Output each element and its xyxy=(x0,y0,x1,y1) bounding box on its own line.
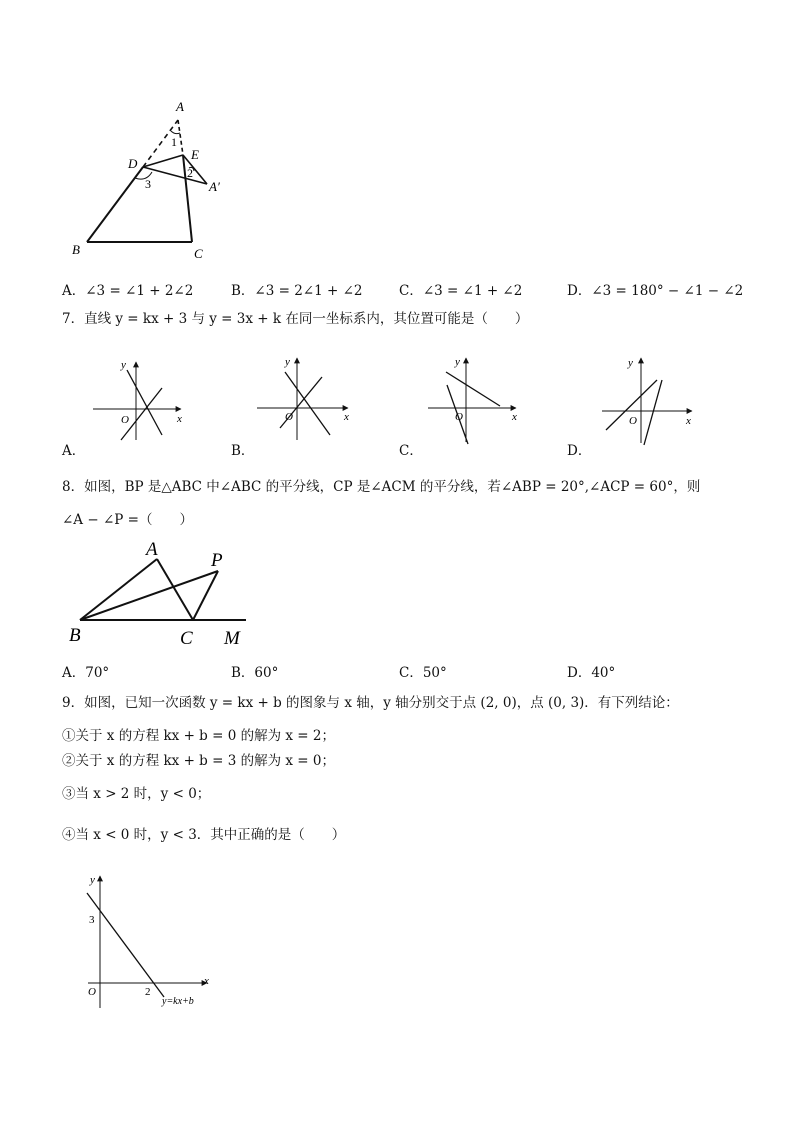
segment-AC xyxy=(157,559,193,620)
label-A-prime: A′ xyxy=(209,179,220,194)
svg-text:y: y xyxy=(285,356,290,368)
svg-text:O: O xyxy=(629,415,637,427)
label-1: 1 xyxy=(171,135,177,149)
angle-arc-1 xyxy=(171,131,180,134)
dashed-AE xyxy=(178,120,183,155)
q6-option-c[interactable]: C．∠3 = ∠1 + ∠2 xyxy=(399,283,523,299)
q8-label-M: M xyxy=(224,628,240,649)
segment-BA xyxy=(80,559,157,620)
q9-conclusion-4: ④当 x < 0 时，y < 3．其中正确的是（ ） xyxy=(62,827,346,843)
svg-text:y: y xyxy=(121,359,126,371)
svg-text:2: 2 xyxy=(145,986,151,998)
q8-stem-line1: 8．如图，BP 是△ABC 中∠ABC 的平分线，CP 是∠ACM 的平分线，若∠ABP = 20°,∠ACP = 60°，则 xyxy=(62,479,701,495)
svg-text:y: y xyxy=(455,356,460,368)
q8-label-B: B xyxy=(69,625,81,646)
q7-graphs xyxy=(0,350,794,470)
q9-function-line xyxy=(87,893,164,997)
svg-text:y=kx+b: y=kx+b xyxy=(162,996,194,1007)
q8-label-C: C xyxy=(180,628,193,649)
q8-label-A: A xyxy=(146,539,158,560)
q8-option-c[interactable]: C．50° xyxy=(399,665,447,681)
q8-figure xyxy=(0,535,794,655)
q8-label-P: P xyxy=(211,550,223,571)
q7-graph-b xyxy=(257,356,349,440)
label-C: C xyxy=(194,246,203,261)
label-A: A xyxy=(176,99,184,114)
q9-stem: 9．如图，已知一次函数 y = kx + b 的图象与 x 轴，y 轴分别交于点 (2, 0)，点 (0, 3)．有下列结论： xyxy=(62,695,679,711)
q6-option-a[interactable]: A．∠3 = ∠1 + 2∠2 xyxy=(62,283,194,299)
svg-text:y: y xyxy=(90,874,95,886)
label-2: 2 xyxy=(187,166,193,180)
q6-figure xyxy=(0,0,794,280)
q6-option-b[interactable]: B．∠3 = 2∠1 + ∠2 xyxy=(231,283,363,299)
svg-text:x: x xyxy=(344,411,349,423)
q9-conclusion-1: ①关于 x 的方程 kx + b = 0 的解为 x = 2； xyxy=(62,728,335,744)
segment-BD xyxy=(87,167,143,242)
q6-option-d[interactable]: D．∠3 = 180° − ∠1 − ∠2 xyxy=(567,283,744,299)
svg-text:x: x xyxy=(204,975,209,987)
segment-DA-prime xyxy=(143,167,207,184)
svg-text:x: x xyxy=(512,411,517,423)
svg-text:3: 3 xyxy=(89,914,95,926)
svg-text:O: O xyxy=(285,411,293,423)
q7-option-a[interactable]: A． xyxy=(62,443,86,459)
q9-conclusion-3: ③当 x > 2 时，y < 0； xyxy=(62,786,211,802)
svg-text:O: O xyxy=(88,986,96,998)
label-D: D xyxy=(128,156,138,171)
svg-text:x: x xyxy=(177,413,182,425)
q8-stem-line2: ∠A − ∠P =（ ） xyxy=(62,512,193,528)
q7-stem: 7．直线 y = kx + 3 与 y = 3x + k 在同一坐标系内，其位置可能是（ ） xyxy=(62,311,529,327)
q9-conclusion-2: ②关于 x 的方程 kx + b = 3 的解为 x = 0； xyxy=(62,753,335,769)
q7-option-b[interactable]: B． xyxy=(231,443,255,459)
svg-text:x: x xyxy=(686,415,691,427)
segment-DE xyxy=(143,155,183,167)
q8-option-b[interactable]: B．60° xyxy=(231,665,279,681)
q7-option-d[interactable]: D． xyxy=(567,443,592,459)
svg-text:y: y xyxy=(628,357,633,369)
label-B: B xyxy=(72,242,80,257)
q7-option-c[interactable]: C． xyxy=(399,443,423,459)
q7-graph-a xyxy=(93,359,182,440)
q7-graph-d xyxy=(602,357,692,445)
label-E: E xyxy=(191,147,199,162)
q9-graph xyxy=(0,868,794,1028)
q8-option-d[interactable]: D．40° xyxy=(567,665,616,681)
svg-text:O: O xyxy=(121,414,129,426)
q7-graph-c xyxy=(428,356,517,444)
q8-option-a[interactable]: A．70° xyxy=(62,665,110,681)
label-3: 3 xyxy=(145,177,151,191)
svg-text:O: O xyxy=(455,411,463,423)
